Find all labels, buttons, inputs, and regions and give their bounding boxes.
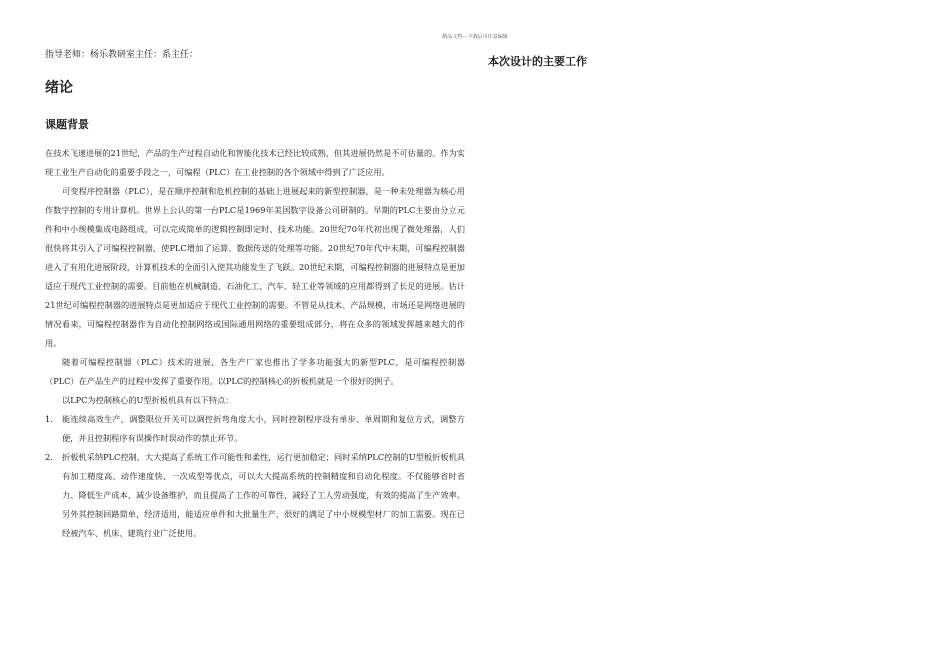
list-item-text: 折板机采纳PLC控制，大大提高了系统工作可能性和柔性，运行更加稳定；同时采纳PLC控制的U型板折板机具有加工精度高、动作速度快、一次成型等优点，可以大大提高系统的控制精度和自动化程度。不仅能够省时省力、降低生产成本、减少设备维护，而且提高了工作的可靠性，减轻了工人劳动强度，有效的提高了生产效率。另外其控制回路简单，经济适用，能适应单件和大批量生产，很好的满足了中小规模型材厂的加工需要。现在已经被汽车、机床、建筑行业广泛使用。	[62, 452, 465, 538]
left-column	[45, 48, 465, 543]
page-header-note: 精品文档---下载后可任意编辑	[442, 34, 508, 40]
list-item-number: 2.	[45, 452, 53, 462]
right-column	[488, 55, 908, 69]
paragraph-plc-development: 随着可编程控制器（PLC）技术的进展，各生产厂家也推出了学多功能强大的新型PLC，是可编程控制器（PLC）在产品生产的过程中发挥了重要作用。以PLC的控制核心的折板机就是一个很好的例子。	[45, 357, 465, 386]
paragraph-plc-history: 可变程序控制器（PLC），是在顺序控制和危机控制的基础上进展起来的新型控制器，是一种未处理器为核心用作数字控制的专用计算机。世界上公认的第一台PLC是1969年美国数字设备公司研制的。早期的PLC主要由分立元件和中小规模集成电路组成，可以完成简单的逻辑控制即定时、技术功能。20世纪70年代初出现了微处理器，人们很快将其引入了可编程控制器，使PLC增加了运算、数据传送的处理等功能。20世纪70年代中末期，可编程控制器进入了有用化进展阶段，计算机技术的全面引入使其功能发生了飞跃。20世纪末期，可编程控制器的进展特点是更加适应于现代工业控制的需要。目前他在机械制造、石油化工、汽车、轻工业等领域的应用都得到了长足的进展。估计21世纪可编程控制器的进展特点是更加适应于现代工业控制的需要。不管是从技术、产品规模，市场还是网络进展的情况看来，可编程控制器作为自动化控制网络或国际通用网络的重要组成部分，将在众多的领域发挥越来越大的作用。	[45, 186, 465, 348]
section-title: 绪论	[45, 80, 73, 96]
body-text	[45, 144, 465, 543]
list-item	[45, 448, 465, 543]
list-item-text: 能连续高效生产，调整限位开关可以调控折弯角度大小，同时控制程序设有单步、单周期和复位方式，调整方便，并且控制程序有误操作时误动作的禁止环节。	[62, 414, 465, 443]
paragraph-features-intro: 以LPC为控制核心的U型折板机具有以下特点：	[62, 395, 234, 405]
list-item-number: 1.	[45, 414, 53, 424]
paragraph-intro: 在技术飞速进展的21世纪，产品的生产过程自动化和智能化技术已经比较成熟，但其进展仍然是不可估量的。作为实现工业生产自动化的重要手段之一，可编程（PLC）在工业控制的各个领域中得到了广泛应用。	[45, 148, 465, 177]
list-item	[45, 410, 465, 448]
right-heading: 本次设计的主要工作	[488, 55, 587, 68]
advisor-line: 指导老师：杨乐教研室主任：系主任：	[45, 50, 199, 60]
subsection-title: 课题背景	[45, 118, 89, 131]
